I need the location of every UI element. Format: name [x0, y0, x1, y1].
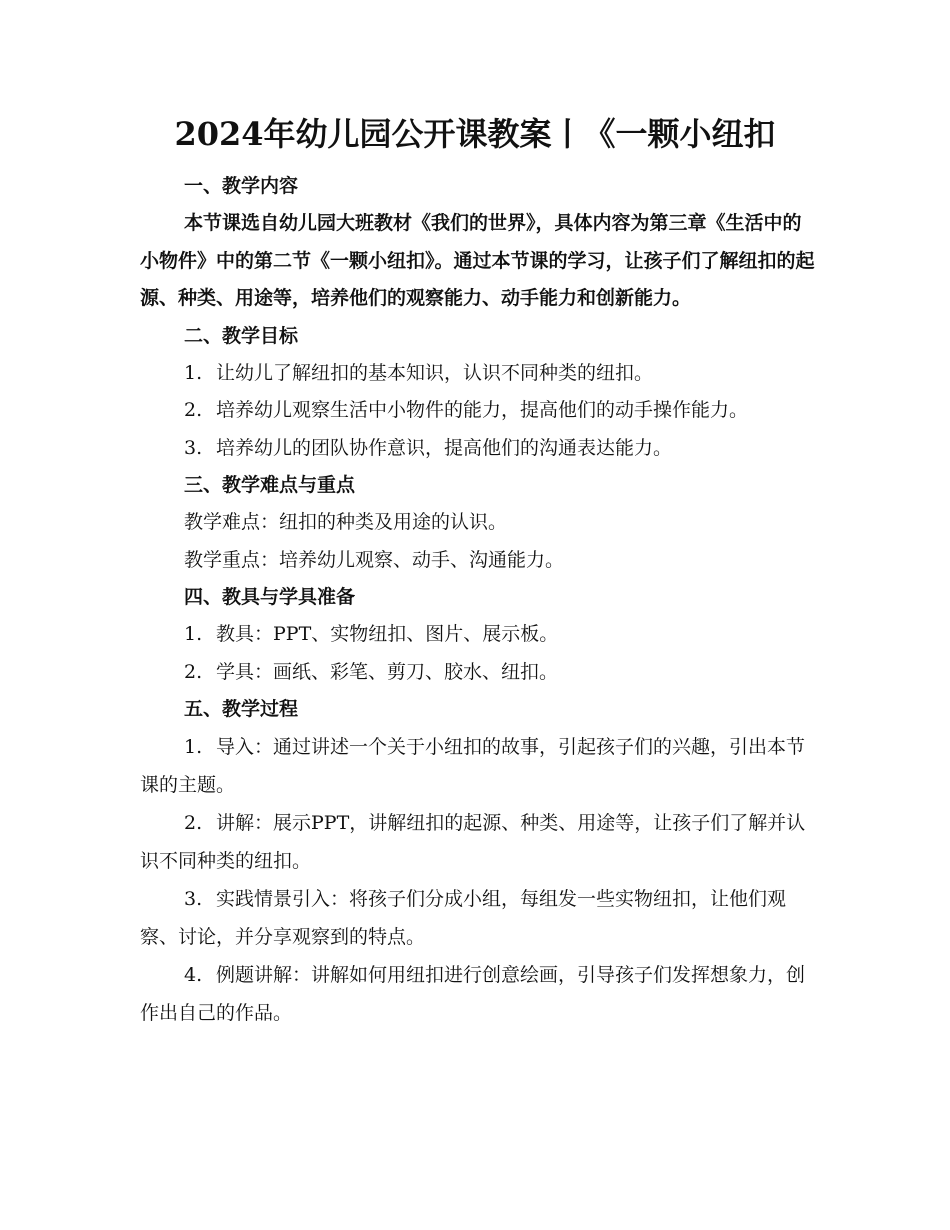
section-heading-objectives: 二、教学目标	[184, 324, 299, 347]
item-text: 培养幼儿的团队协作意识，提高他们的沟通表达能力。	[216, 436, 673, 459]
section-heading-key-points: 三、教学难点与重点	[184, 474, 356, 496]
process-step	[140, 804, 820, 880]
item-number: 2.	[184, 399, 203, 421]
step-text: 讲解：展示PPT，讲解纽扣的起源、种类、用途等，让孩子们了解并认识不同种类的纽扣。	[140, 812, 806, 872]
content-paragraph: 本节课选自幼儿园大班教材《我们的世界》，具体内容为第三章《生活中的小物件》中的第二节《一颗小纽扣》。通过本节课的学习，让孩子们了解纽扣的起源、种类、用途等，培养他们的观察能力、动手能力和创新能力。	[140, 212, 815, 309]
objective-item	[140, 430, 820, 468]
item-number: 1.	[184, 361, 203, 384]
objective-item	[140, 392, 820, 430]
item-number: 1.	[184, 623, 203, 645]
step-number: 1.	[184, 736, 203, 758]
item-number: 3.	[184, 436, 203, 459]
objective-item	[140, 355, 820, 393]
step-number: 3.	[184, 888, 203, 910]
step-number: 2.	[184, 812, 203, 834]
step-text: 例题讲解：讲解如何用纽扣进行创意绘画，引导孩子们发挥想象力，创作出自己的作品。	[140, 964, 806, 1024]
item-text: 学具：画纸、彩笔、剪刀、胶水、纽扣。	[216, 660, 559, 683]
process-step	[140, 956, 820, 1032]
item-text: 让幼儿了解纽扣的基本知识，认识不同种类的纽扣。	[216, 361, 654, 384]
section-heading-process: 五、教学过程	[184, 698, 299, 720]
item-text: 教具：PPT、实物纽扣、图片、展示板。	[216, 623, 559, 645]
step-text: 导入：通过讲述一个关于小纽扣的故事，引起孩子们的兴趣，引出本节课的主题。	[140, 736, 806, 796]
materials-item	[140, 654, 820, 692]
process-step	[140, 880, 820, 956]
key-point-line: 教学难点：纽扣的种类及用途的认识。	[184, 511, 508, 533]
item-text: 培养幼儿观察生活中小物件的能力，提高他们的动手操作能力。	[216, 399, 749, 421]
item-number: 2.	[184, 660, 203, 683]
section-heading-materials: 四、教具与学具准备	[184, 586, 356, 608]
step-number: 4.	[184, 964, 203, 986]
materials-item	[140, 616, 820, 654]
step-text: 实践情景引入：将孩子们分成小组，每组发一些实物纽扣，让他们观察、讨论，并分享观察到的特点。	[140, 888, 787, 948]
document-title: 2024年幼儿园公开课教案丨《一颗小纽扣	[174, 115, 776, 153]
document-body	[140, 168, 820, 1032]
section-heading-content: 一、教学内容	[184, 175, 299, 197]
key-point-line: 教学重点：培养幼儿观察、动手、沟通能力。	[184, 548, 565, 571]
process-step	[140, 728, 820, 804]
